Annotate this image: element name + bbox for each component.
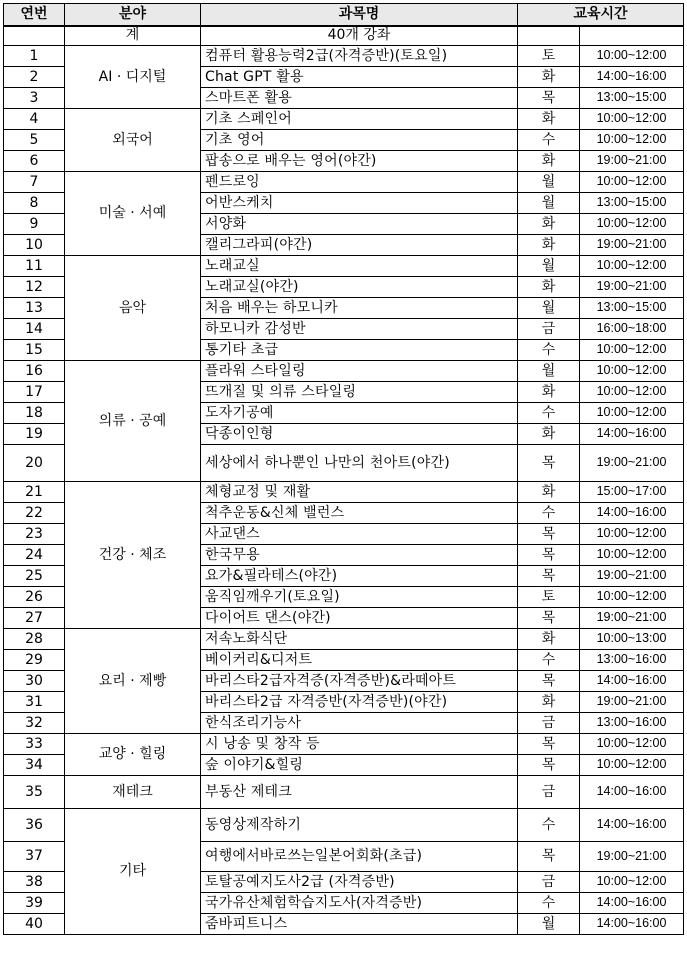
subject-cell: 통기타 초급 bbox=[201, 340, 518, 361]
total-row bbox=[4, 26, 684, 46]
row-number: 5 bbox=[4, 130, 65, 151]
subject-cell: 국가유산체험학습지도사(자격증반) bbox=[201, 893, 518, 914]
day-cell: 목 bbox=[518, 88, 580, 109]
category-cell: 교양 · 힐링 bbox=[65, 734, 201, 776]
time-cell: 13:00~16:00 bbox=[580, 713, 684, 734]
subject-cell: 부동산 제테크 bbox=[201, 776, 518, 809]
time-cell: 10:00~12:00 bbox=[580, 382, 684, 403]
time-cell: 10:00~12:00 bbox=[580, 587, 684, 608]
time-cell: 19:00~21:00 bbox=[580, 608, 684, 629]
day-cell: 수 bbox=[518, 809, 580, 842]
day-cell: 목 bbox=[518, 566, 580, 587]
day-cell: 화 bbox=[518, 67, 580, 88]
header-schedule: 교육시간 bbox=[518, 4, 684, 26]
total-no-cell bbox=[4, 26, 65, 46]
time-cell: 14:00~16:00 bbox=[580, 893, 684, 914]
day-cell: 월 bbox=[518, 193, 580, 214]
time-cell: 10:00~12:00 bbox=[580, 734, 684, 755]
time-cell: 15:00~17:00 bbox=[580, 482, 684, 503]
day-cell: 수 bbox=[518, 503, 580, 524]
row-number: 19 bbox=[4, 424, 65, 445]
subject-cell: 기초 스페인어 bbox=[201, 109, 518, 130]
day-cell: 화 bbox=[518, 235, 580, 256]
table-row bbox=[4, 809, 684, 842]
time-cell: 10:00~12:00 bbox=[580, 524, 684, 545]
row-number: 17 bbox=[4, 382, 65, 403]
row-number: 10 bbox=[4, 235, 65, 256]
subject-cell: 컴퓨터 활용능력2급(자격증반)(토요일) bbox=[201, 46, 518, 67]
day-cell: 목 bbox=[518, 524, 580, 545]
day-cell: 월 bbox=[518, 361, 580, 382]
category-cell: 요리 · 제빵 bbox=[65, 629, 201, 734]
day-cell: 금 bbox=[518, 776, 580, 809]
category-cell: AI · 디지털 bbox=[65, 46, 201, 109]
time-cell: 14:00~16:00 bbox=[580, 503, 684, 524]
time-cell: 10:00~12:00 bbox=[580, 256, 684, 277]
row-number: 30 bbox=[4, 671, 65, 692]
time-cell: 10:00~12:00 bbox=[580, 545, 684, 566]
row-number: 27 bbox=[4, 608, 65, 629]
subject-cell: 사교댄스 bbox=[201, 524, 518, 545]
day-cell: 목 bbox=[518, 671, 580, 692]
time-cell: 10:00~12:00 bbox=[580, 172, 684, 193]
row-number: 6 bbox=[4, 151, 65, 172]
day-cell: 화 bbox=[518, 482, 580, 503]
row-number: 22 bbox=[4, 503, 65, 524]
row-number: 3 bbox=[4, 88, 65, 109]
time-cell: 14:00~16:00 bbox=[580, 776, 684, 809]
day-cell: 목 bbox=[518, 545, 580, 566]
day-cell: 금 bbox=[518, 872, 580, 893]
category-cell: 건강 · 체조 bbox=[65, 482, 201, 629]
category-cell: 재테크 bbox=[65, 776, 201, 809]
day-cell: 월 bbox=[518, 256, 580, 277]
time-cell: 10:00~12:00 bbox=[580, 130, 684, 151]
row-number: 8 bbox=[4, 193, 65, 214]
time-cell: 14:00~16:00 bbox=[580, 914, 684, 935]
subject-cell: 서양화 bbox=[201, 214, 518, 235]
row-number: 35 bbox=[4, 776, 65, 809]
day-cell: 토 bbox=[518, 587, 580, 608]
day-cell: 화 bbox=[518, 109, 580, 130]
subject-cell: 하모니카 감성반 bbox=[201, 319, 518, 340]
subject-cell: 동영상제작하기 bbox=[201, 809, 518, 842]
category-cell: 외국어 bbox=[65, 109, 201, 172]
total-time-cell bbox=[580, 26, 684, 46]
subject-cell: 처음 배우는 하모니카 bbox=[201, 298, 518, 319]
time-cell: 19:00~21:00 bbox=[580, 692, 684, 713]
day-cell: 화 bbox=[518, 382, 580, 403]
row-number: 29 bbox=[4, 650, 65, 671]
time-cell: 14:00~16:00 bbox=[580, 809, 684, 842]
row-number: 32 bbox=[4, 713, 65, 734]
time-cell: 14:00~16:00 bbox=[580, 671, 684, 692]
table-row bbox=[4, 109, 684, 130]
table-row bbox=[4, 776, 684, 809]
day-cell: 월 bbox=[518, 172, 580, 193]
day-cell: 화 bbox=[518, 277, 580, 298]
time-cell: 16:00~18:00 bbox=[580, 319, 684, 340]
subject-cell: 닥종이인형 bbox=[201, 424, 518, 445]
subject-cell: 기초 영어 bbox=[201, 130, 518, 151]
time-cell: 13:00~16:00 bbox=[580, 650, 684, 671]
time-cell: 10:00~12:00 bbox=[580, 872, 684, 893]
subject-cell: 척추운동&신체 밸런스 bbox=[201, 503, 518, 524]
row-number: 13 bbox=[4, 298, 65, 319]
row-number: 1 bbox=[4, 46, 65, 67]
day-cell: 수 bbox=[518, 130, 580, 151]
table-row bbox=[4, 256, 684, 277]
row-number: 28 bbox=[4, 629, 65, 650]
subject-cell: 토탈공예지도사2급 (자격증반) bbox=[201, 872, 518, 893]
time-cell: 10:00~12:00 bbox=[580, 403, 684, 424]
subject-cell: 스마트폰 활용 bbox=[201, 88, 518, 109]
row-number: 7 bbox=[4, 172, 65, 193]
subject-cell: 도자기공예 bbox=[201, 403, 518, 424]
day-cell: 토 bbox=[518, 46, 580, 67]
subject-cell: 바리스타2급자격증(자격증반)&라떼아트 bbox=[201, 671, 518, 692]
time-cell: 10:00~12:00 bbox=[580, 361, 684, 382]
subject-cell: 세상에서 하나뿐인 나만의 천아트(야간) bbox=[201, 445, 518, 482]
subject-cell: 노래교실(야간) bbox=[201, 277, 518, 298]
subject-cell: 저속노화식단 bbox=[201, 629, 518, 650]
table-row bbox=[4, 734, 684, 755]
subject-cell: 여행에서바로쓰는일본어회화(초급) bbox=[201, 842, 518, 872]
day-cell: 월 bbox=[518, 914, 580, 935]
day-cell: 목 bbox=[518, 445, 580, 482]
row-number: 11 bbox=[4, 256, 65, 277]
subject-cell: 시 낭송 및 창작 등 bbox=[201, 734, 518, 755]
course-table bbox=[3, 3, 684, 935]
subject-cell: 체형교정 및 재활 bbox=[201, 482, 518, 503]
subject-cell: 한국무용 bbox=[201, 545, 518, 566]
subject-cell: 노래교실 bbox=[201, 256, 518, 277]
row-number: 20 bbox=[4, 445, 65, 482]
day-cell: 목 bbox=[518, 608, 580, 629]
header-no: 연번 bbox=[4, 4, 65, 26]
time-cell: 10:00~12:00 bbox=[580, 755, 684, 776]
time-cell: 10:00~12:00 bbox=[580, 46, 684, 67]
subject-cell: 베이커리&디저트 bbox=[201, 650, 518, 671]
total-value: 40개 강좌 bbox=[201, 26, 518, 46]
time-cell: 10:00~13:00 bbox=[580, 629, 684, 650]
day-cell: 월 bbox=[518, 298, 580, 319]
time-cell: 13:00~15:00 bbox=[580, 88, 684, 109]
row-number: 37 bbox=[4, 842, 65, 872]
day-cell: 목 bbox=[518, 842, 580, 872]
total-label: 계 bbox=[65, 26, 201, 46]
row-number: 24 bbox=[4, 545, 65, 566]
subject-cell: 캘리그라피(야간) bbox=[201, 235, 518, 256]
time-cell: 19:00~21:00 bbox=[580, 277, 684, 298]
time-cell: 10:00~12:00 bbox=[580, 109, 684, 130]
subject-cell: 펜드로잉 bbox=[201, 172, 518, 193]
row-number: 16 bbox=[4, 361, 65, 382]
table-row bbox=[4, 172, 684, 193]
row-number: 2 bbox=[4, 67, 65, 88]
time-cell: 13:00~15:00 bbox=[580, 298, 684, 319]
time-cell: 19:00~21:00 bbox=[580, 842, 684, 872]
row-number: 33 bbox=[4, 734, 65, 755]
subject-cell: Chat GPT 활용 bbox=[201, 67, 518, 88]
time-cell: 19:00~21:00 bbox=[580, 151, 684, 172]
time-cell: 13:00~15:00 bbox=[580, 193, 684, 214]
day-cell: 수 bbox=[518, 650, 580, 671]
subject-cell: 바리스타2급 자격증반(자격증반)(야간) bbox=[201, 692, 518, 713]
table-row bbox=[4, 629, 684, 650]
time-cell: 19:00~21:00 bbox=[580, 445, 684, 482]
time-cell: 14:00~16:00 bbox=[580, 424, 684, 445]
subject-cell: 한식조리기능사 bbox=[201, 713, 518, 734]
day-cell: 금 bbox=[518, 319, 580, 340]
subject-cell: 어반스케치 bbox=[201, 193, 518, 214]
day-cell: 화 bbox=[518, 424, 580, 445]
row-number: 14 bbox=[4, 319, 65, 340]
day-cell: 수 bbox=[518, 403, 580, 424]
day-cell: 화 bbox=[518, 214, 580, 235]
subject-cell: 요가&필라테스(야간) bbox=[201, 566, 518, 587]
header-category: 분야 bbox=[65, 4, 201, 26]
header-subject: 과목명 bbox=[201, 4, 518, 26]
category-cell: 의류 · 공예 bbox=[65, 361, 201, 482]
row-number: 36 bbox=[4, 809, 65, 842]
day-cell: 금 bbox=[518, 713, 580, 734]
row-number: 31 bbox=[4, 692, 65, 713]
row-number: 38 bbox=[4, 872, 65, 893]
row-number: 15 bbox=[4, 340, 65, 361]
table-row bbox=[4, 46, 684, 67]
time-cell: 10:00~12:00 bbox=[580, 214, 684, 235]
time-cell: 19:00~21:00 bbox=[580, 566, 684, 587]
row-number: 9 bbox=[4, 214, 65, 235]
row-number: 26 bbox=[4, 587, 65, 608]
day-cell: 수 bbox=[518, 893, 580, 914]
category-cell: 음악 bbox=[65, 256, 201, 361]
row-number: 40 bbox=[4, 914, 65, 935]
table-row bbox=[4, 482, 684, 503]
subject-cell: 숲 이야기&힐링 bbox=[201, 755, 518, 776]
subject-cell: 줌바피트니스 bbox=[201, 914, 518, 935]
row-number: 25 bbox=[4, 566, 65, 587]
row-number: 12 bbox=[4, 277, 65, 298]
time-cell: 19:00~21:00 bbox=[580, 235, 684, 256]
table-row bbox=[4, 361, 684, 382]
subject-cell: 플라워 스타일링 bbox=[201, 361, 518, 382]
category-cell: 기타 bbox=[65, 809, 201, 935]
row-number: 34 bbox=[4, 755, 65, 776]
time-cell: 10:00~12:00 bbox=[580, 340, 684, 361]
row-number: 39 bbox=[4, 893, 65, 914]
category-cell: 미술 · 서예 bbox=[65, 172, 201, 256]
time-cell: 14:00~16:00 bbox=[580, 67, 684, 88]
day-cell: 화 bbox=[518, 629, 580, 650]
day-cell: 화 bbox=[518, 151, 580, 172]
total-day-cell bbox=[518, 26, 580, 46]
day-cell: 목 bbox=[518, 755, 580, 776]
day-cell: 화 bbox=[518, 692, 580, 713]
row-number: 23 bbox=[4, 524, 65, 545]
day-cell: 목 bbox=[518, 734, 580, 755]
row-number: 4 bbox=[4, 109, 65, 130]
day-cell: 수 bbox=[518, 340, 580, 361]
subject-cell: 다이어트 댄스(야간) bbox=[201, 608, 518, 629]
row-number: 18 bbox=[4, 403, 65, 424]
header-row bbox=[4, 4, 684, 26]
subject-cell: 뜨개질 및 의류 스타일링 bbox=[201, 382, 518, 403]
subject-cell: 움직임깨우기(토요일) bbox=[201, 587, 518, 608]
row-number: 21 bbox=[4, 482, 65, 503]
subject-cell: 팝송으로 배우는 영어(야간) bbox=[201, 151, 518, 172]
